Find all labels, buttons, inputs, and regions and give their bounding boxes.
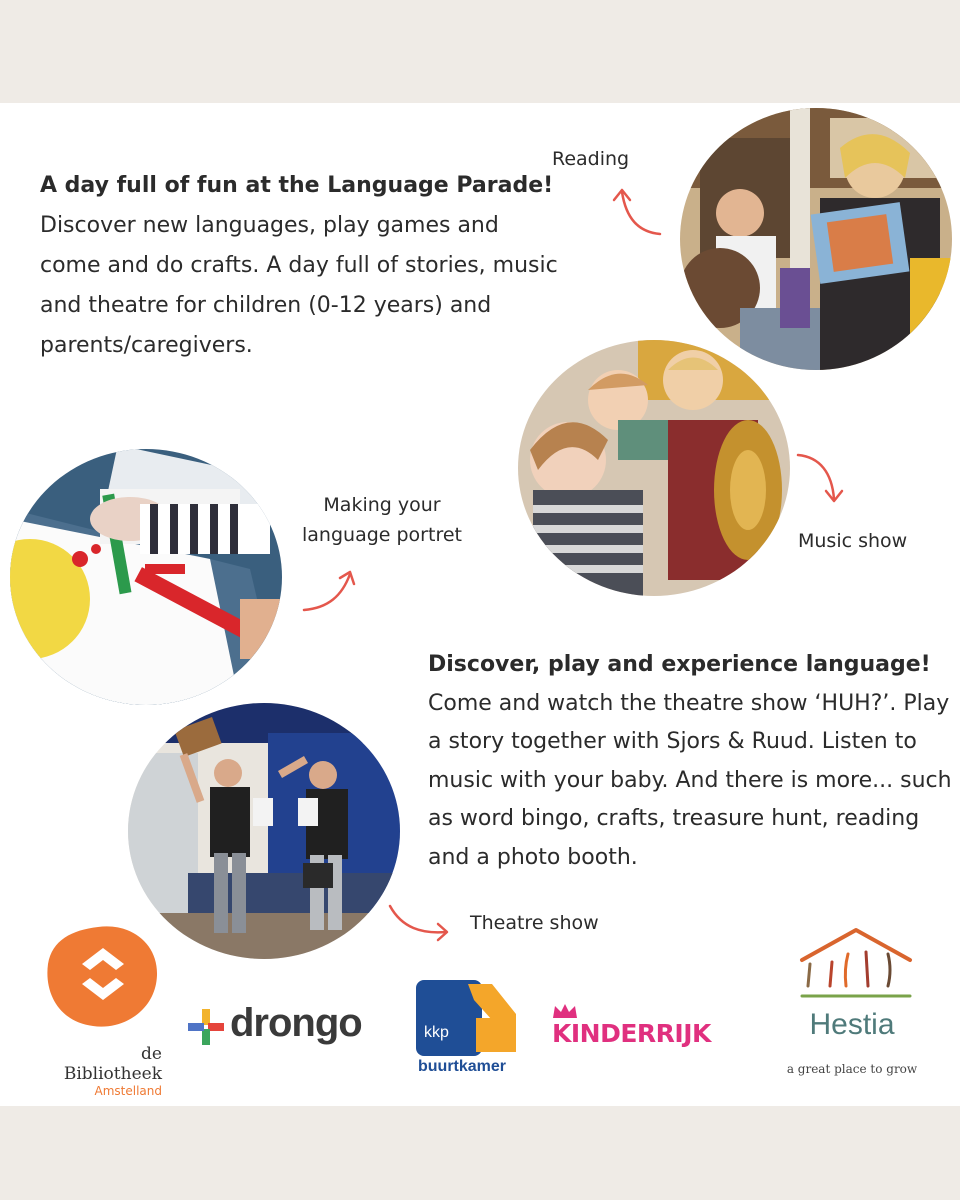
caption-portret: [292, 490, 472, 550]
intro-text: [40, 166, 560, 366]
kkp-sub: buurtkamer: [418, 1058, 507, 1075]
arrow-theatre-icon: [384, 900, 454, 944]
bibliotheek-sub: Amstelland: [94, 1084, 162, 1098]
kkp-small: kkp: [424, 1024, 449, 1041]
music-photo: [518, 340, 790, 596]
portret-photo: [10, 449, 282, 705]
arrow-music-icon: [790, 445, 850, 509]
bibliotheek-mark-icon: [38, 922, 168, 1032]
hestia-logo: [772, 924, 932, 1080]
arrow-portret-icon: [298, 566, 362, 616]
bibliotheek-name: de Bibliotheek: [63, 1044, 162, 1084]
crown-icon: [552, 1003, 578, 1019]
discover-body: Come and watch the theatre show ‘HUH?’. Play a story together with Sjors & Ruud. Listen to music with your baby. And there is more... such as word bingo, crafts, treasure hunt, reading and a photo booth.: [428, 690, 952, 870]
drongo-mark-icon: [186, 1007, 226, 1047]
caption-theatre: Theatre show: [470, 912, 599, 934]
hestia-wordmark: Hestia: [809, 1008, 895, 1041]
drongo-logo: [186, 1001, 386, 1055]
hestia-tagline: a great place to grow: [786, 1062, 918, 1076]
intro-heading: A day full of fun at the Language Parade!: [40, 173, 554, 198]
caption-portret-line2: language portret: [302, 524, 462, 546]
discover-text: [428, 646, 958, 877]
arrow-reading-icon: [608, 178, 668, 242]
kkp-mark-icon: [416, 980, 520, 1058]
bibliotheek-logo: [38, 922, 168, 1098]
kkp-logo: [416, 980, 524, 1080]
caption-music: Music show: [798, 530, 908, 552]
kinderrijk-logo: [552, 1003, 762, 1057]
reading-photo: [680, 108, 952, 370]
caption-reading: Reading: [552, 148, 630, 170]
caption-portret-line1: Making your: [323, 494, 441, 516]
kinderrijk-wordmark: KINDERRIJK: [552, 1019, 711, 1048]
discover-heading: Discover, play and experience language!: [428, 652, 931, 677]
theatre-photo: [128, 703, 400, 959]
hestia-house-icon: [796, 924, 916, 1004]
drongo-wordmark: drongo: [230, 1001, 362, 1045]
intro-body: Discover new languages, play games and come and do crafts. A day full of stories, music and theatre for children (0-12 years) and parents/caregivers.: [40, 213, 558, 358]
